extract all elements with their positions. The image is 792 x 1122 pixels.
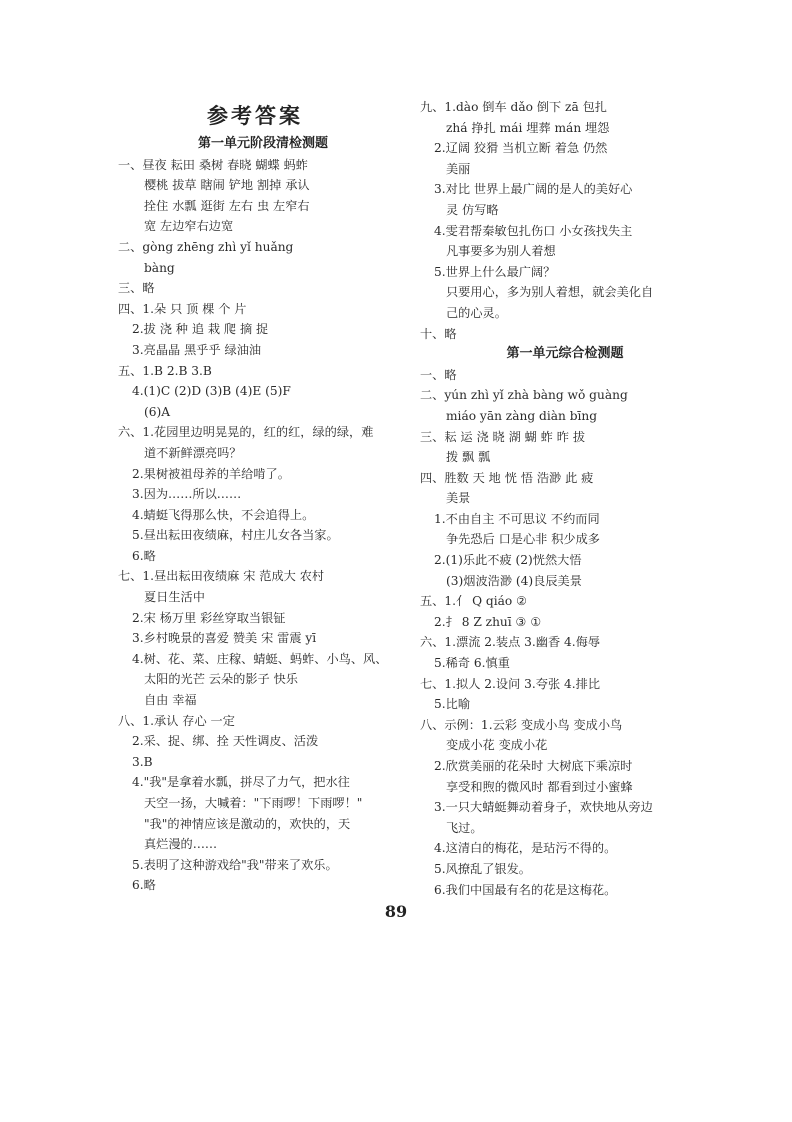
answer-line: miáo yān zàng diàn bīng	[446, 408, 598, 423]
answer-line: 6.略	[132, 548, 156, 563]
answer-line: 三、耘 运 浇 晓 湖 蝴 蚱 昨 拔	[420, 429, 586, 444]
answer-line: 5.比喻	[434, 697, 471, 712]
answer-line: 天空一扬，大喊着："下雨啰！下雨啰！"	[144, 796, 363, 810]
answer-line: 2.拔 浇 种 追 栽 爬 摘 捉	[132, 322, 269, 337]
left-column	[118, 134, 408, 896]
answer-line: 灵 仿写略	[446, 202, 499, 217]
answer-line: 美丽	[446, 161, 471, 176]
answer-line: (3)烟波浩渺 (4)良辰美景	[446, 573, 582, 588]
right-column	[420, 97, 710, 900]
answer-line: 3.乡村晚景的喜爱 赞美 宋 雷震 yī	[132, 631, 317, 646]
answer-line: 八、1.承认 存心 一定	[118, 713, 235, 728]
answer-line: 4.雯君帮秦敏包扎伤口 小女孩找失主	[434, 223, 633, 238]
answer-line: 樱桃 拔草 瞎闹 铲地 割掉 承认	[144, 178, 310, 193]
answer-line: 3.对比 世界上最广阔的是人的美好心	[434, 182, 633, 197]
answer-line: 4.(1)C (2)D (3)B (4)E (5)F	[132, 384, 291, 399]
answer-line: 5.表明了这种游戏给"我"带来了欢乐。	[132, 857, 338, 872]
answer-line: 自由 幸福	[144, 693, 197, 708]
answer-line: 六、1.花园里边明晃晃的，红的红，绿的绿，难	[118, 425, 374, 440]
answer-line: 七、1.昼出耘田夜绩麻 宋 范成大 农村	[118, 569, 325, 584]
answer-line: 七、1.拟人 2.设问 3.夸张 4.排比	[420, 676, 601, 691]
page-number: 89	[384, 902, 408, 921]
answer-line: 十、略	[420, 326, 457, 341]
answer-line: 5.昼出耘田夜绩麻，村庄儿女各当家。	[132, 528, 339, 543]
answer-line: bàng	[144, 260, 175, 275]
answer-line: 4."我"是拿着水瓢，拼尽了力气，把水往	[132, 775, 350, 790]
answer-line: 争先恐后 口是心非 积少成多	[446, 532, 600, 547]
answer-line: 四、1.朵 只 顶 棵 个 片	[118, 301, 247, 316]
answer-line: 3.B	[132, 754, 153, 769]
answer-line: "我"的神情应该是激动的，欢快的，天	[144, 816, 351, 831]
answer-line: 4.这清白的梅花，是玷污不得的。	[434, 841, 617, 856]
answer-line: 道不新鲜漂亮吗？	[144, 445, 242, 460]
answer-line: 四、胜数 天 地 恍 悟 浩渺 此 疲	[420, 470, 594, 485]
answer-line: (6)A	[144, 404, 171, 419]
answer-line: 5.世界上什么最广阔？	[434, 264, 556, 279]
answer-line: 6.略	[132, 878, 156, 893]
section-title-stage-test: 第一单元阶段清检测题	[197, 136, 328, 151]
answer-line: 3.因为……所以……	[132, 487, 242, 502]
answer-line: 3.亮晶晶 黑乎乎 绿油油	[132, 342, 262, 357]
answer-line: 美景	[446, 491, 471, 506]
answer-line: 六、1.漂流 2.装点 3.幽香 4.侮辱	[420, 635, 601, 650]
answer-line: 5.风撩乱了银发。	[434, 861, 531, 876]
answer-line: 2.辽阔 狡猾 当机立断 着急 仍然	[434, 141, 608, 156]
answer-line: 飞过。	[446, 820, 483, 835]
answer-line: 五、1.亻 Q qiáo ②	[420, 594, 528, 609]
answer-line: 真烂漫的……	[144, 837, 218, 852]
answer-line: 2.采、捉、绑、拴 天性调皮、活泼	[132, 734, 319, 749]
answer-line: 一、略	[420, 367, 457, 382]
answer-line: 己的心灵。	[446, 305, 507, 320]
left-answer-list	[118, 155, 408, 896]
answer-line: 4.树、花、菜、庄稼、蜻蜓、蚂蚱、小鸟、风、	[132, 651, 388, 666]
answer-line: 三、略	[118, 281, 155, 296]
answer-line: 九、1.dào 倒车 dǎo 倒下 zā 包扎	[420, 100, 607, 114]
answer-line: 太阳的光芒 云朵的影子 快乐	[144, 672, 298, 687]
answer-line: 二、yún zhì yǐ zhà bàng wǒ guàng	[420, 388, 628, 403]
page-title: 参考答案	[207, 104, 303, 128]
answer-line: 4.蜻蜓飞得那么快，不会追得上。	[132, 507, 315, 522]
answer-line: 5.稀奇 6.慎重	[434, 656, 510, 671]
answer-line: 二、gòng zhēng zhì yǐ huǎng	[118, 239, 294, 254]
right-answer-list-top	[420, 97, 710, 344]
answer-line: 1.不由自主 不可思议 不约而同	[434, 511, 600, 526]
answer-line: 2.扌 8 Z zhuī ③ ①	[434, 614, 542, 629]
answer-line: 3.一只大蜻蜓舞动着身子，欢快地从旁边	[434, 800, 653, 815]
answer-line: 2.(1)乐此不疲 (2)恍然大悟	[434, 553, 582, 568]
answer-line: 一、昼夜 耘田 桑树 春晓 蝴蝶 蚂蚱	[118, 157, 308, 172]
answer-line: 宽 左边窄右边宽	[144, 219, 234, 234]
answer-line: 享受和煦的微风时 都看到过小蜜蜂	[446, 779, 633, 794]
right-answer-list-bottom	[420, 365, 710, 900]
answer-line: 夏日生活中	[144, 590, 205, 605]
answer-line: 拨 飘 瓢	[446, 450, 491, 465]
answer-line: 五、1.B 2.B 3.B	[118, 363, 212, 378]
answer-line: 八、示例：1.云彩 变成小鸟 变成小鸟	[420, 717, 623, 732]
answer-line: 凡事要多为别人着想	[446, 244, 556, 259]
answer-line: 2.欣赏美丽的花朵时 大树底下乘凉时	[434, 759, 633, 773]
answer-line: 变成小花 变成小花	[446, 738, 548, 753]
answer-line: 2.果树被祖母养的羊给啃了。	[132, 466, 290, 481]
answer-line: zhá 挣扎 mái 埋葬 mán 埋怨	[446, 120, 610, 135]
answer-line: 拴住 水瓢 逛街 左右 虫 左窄右	[144, 198, 310, 213]
answer-line: 6.我们中国最有名的花是这梅花。	[434, 882, 617, 897]
section-title-comprehensive-test: 第一单元综合检测题	[506, 346, 624, 362]
answer-line: 只要用心，多为别人着想，就会美化自	[446, 285, 654, 300]
answer-line: 2.宋 杨万里 彩丝穿取当银钲	[132, 610, 286, 625]
